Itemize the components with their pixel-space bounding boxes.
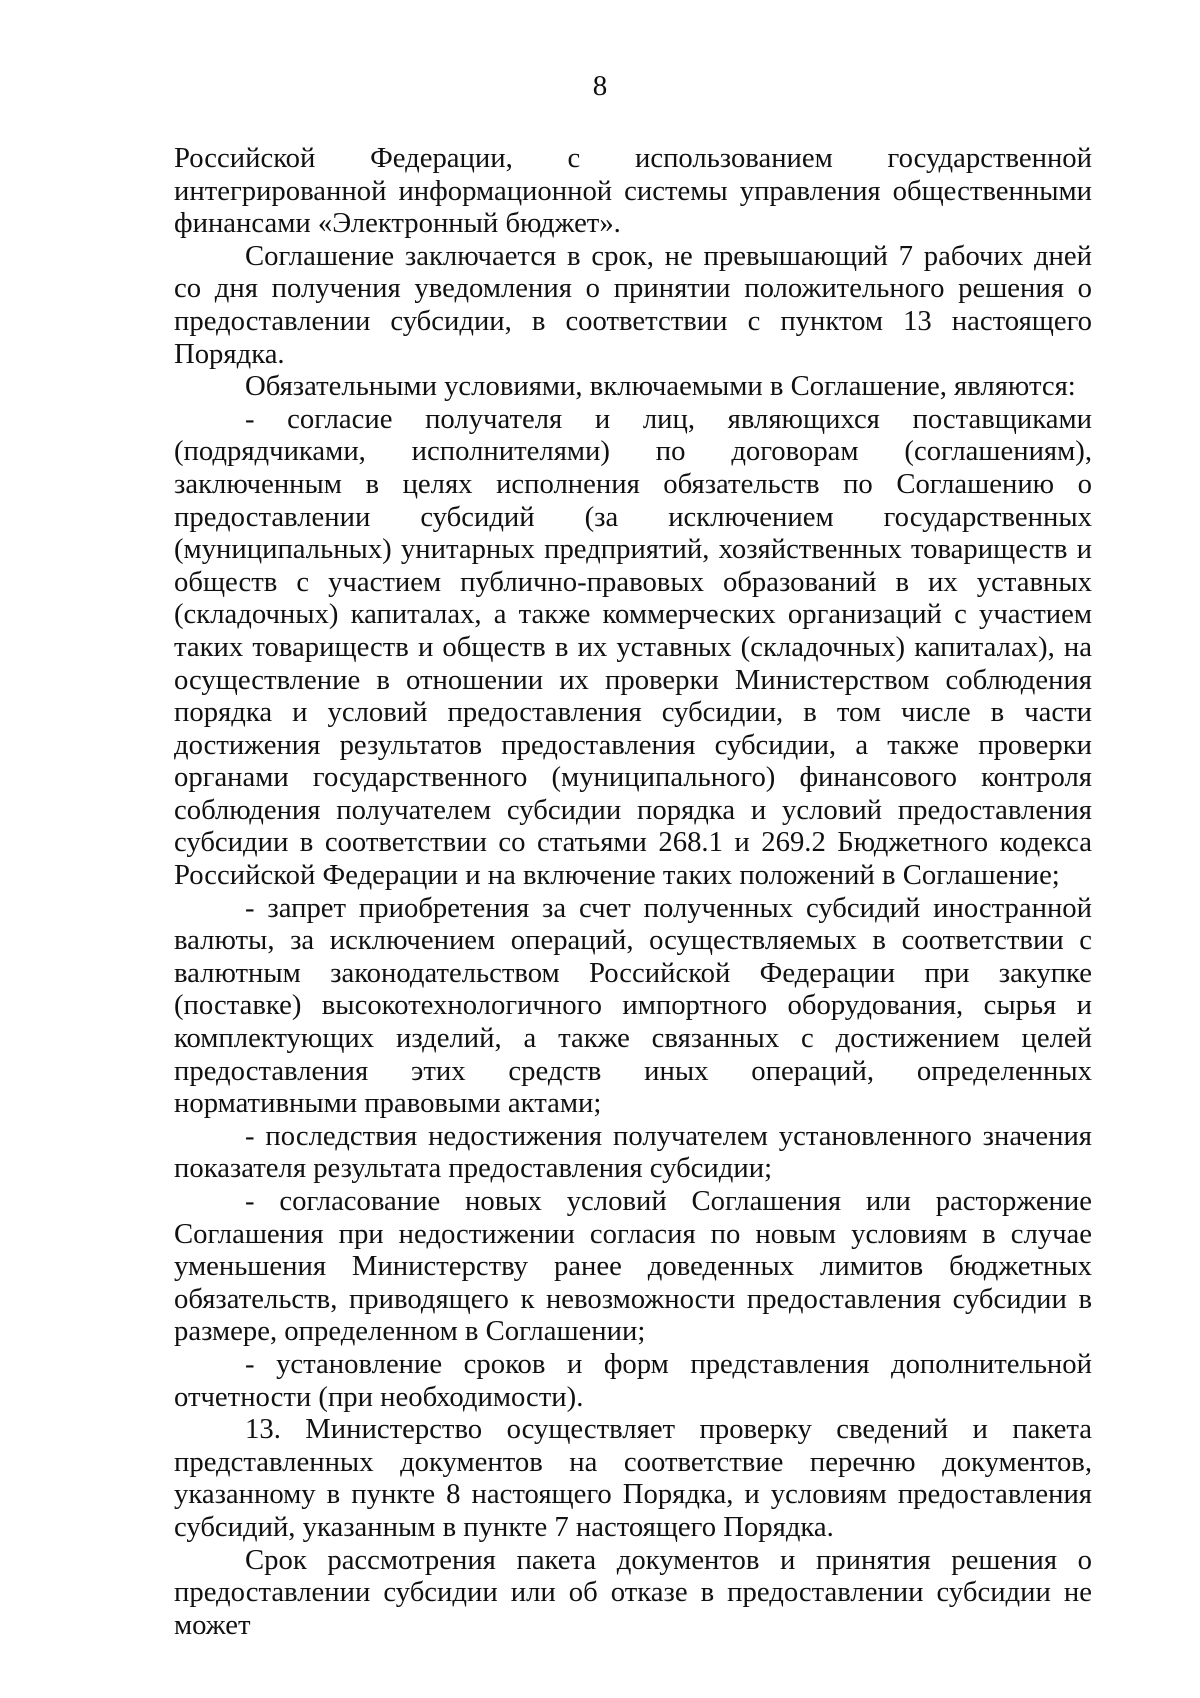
list-item-new-conditions: - согласование новых условий Соглашения или расторжение Соглашения при недостижении согласия по новым условиям в случае уменьшения Министерству ранее доведенных лимитов бюджетных обязательств, приводящего к невозможности предоставления субсидии в размере, определенном в Соглашении; [174, 1185, 1092, 1348]
paragraph-continuation: Российской Федерации, с использованием государственной интегрированной информационной системы управления общественными финансами «Электронный бюджет». [174, 142, 1092, 240]
paragraph-item-13: 13. Министерство осуществляет проверку сведений и пакета представленных документов на соответствие перечню документов, указанному в пункте 8 настоящего Порядка, и условиям предоставления субсидий, указанным в пункте 7 настоящего Порядка. [174, 1413, 1092, 1543]
page-number: 8 [592, 70, 608, 102]
paragraph-review-term: Срок рассмотрения пакета документов и принятия решения о предоставлении субсидии или об отказе в предоставлении субсидии не может [174, 1543, 1092, 1641]
document-body [174, 142, 1092, 1641]
paragraph-mandatory-conditions: Обязательными условиями, включаемыми в Соглашение, являются: [245, 370, 1076, 403]
list-item-consent: - согласие получателя и лиц, являющихся поставщиками (подрядчиками, исполнителями) по договорам (соглашениям), заключенным в целях исполнения обязательств по Соглашению о предоставлении субсидий (за исключением государственных (муниципальных) унитарных предприятий, хозяйственных товариществ и обществ с участием публично-правовых образований в их уставных (складочных) капиталах, а также коммерческих организаций с участием таких товариществ и обществ в их уставных (складочных) капиталах), на осуществление в отношении их проверки Министерством соблюдения порядка и условий предоставления субсидии, в том числе в части достижения результатов предоставления субсидии, а также проверки органами государственного (муниципального) финансового контроля соблюдения получателем субсидии порядка и условий предоставления субсидии в соответствии со статьями 268.1 и 269.2 Бюджетного кодекса Российской Федерации и на включение таких положений в Соглашение; [174, 402, 1092, 892]
list-item-reporting: - установление сроков и форм представления дополнительной отчетности (при необходимости). [174, 1347, 1092, 1413]
list-item-consequences: - последствия недостижения получателем установленного значения показателя результата предоставления субсидии; [174, 1119, 1092, 1185]
paragraph-agreement-term: Соглашение заключается в срок, не превышающий 7 рабочих дней со дня получения уведомления о принятии положительного решения о предоставлении субсидии, в соответствии с пунктом 13 настоящего Порядка. [174, 239, 1092, 370]
list-item-currency-ban: - запрет приобретения за счет полученных субсидий иностранной валюты, за исключением операций, осуществляемых в соответствии с валютным законодательством Российской Федерации при закупке (поставке) высокотехнологичного импортного оборудования, сырья и комплектующих изделий, а также связанных с достижением целей предоставления этих средств иных операций, определенных нормативными правовыми актами; [174, 891, 1092, 1120]
